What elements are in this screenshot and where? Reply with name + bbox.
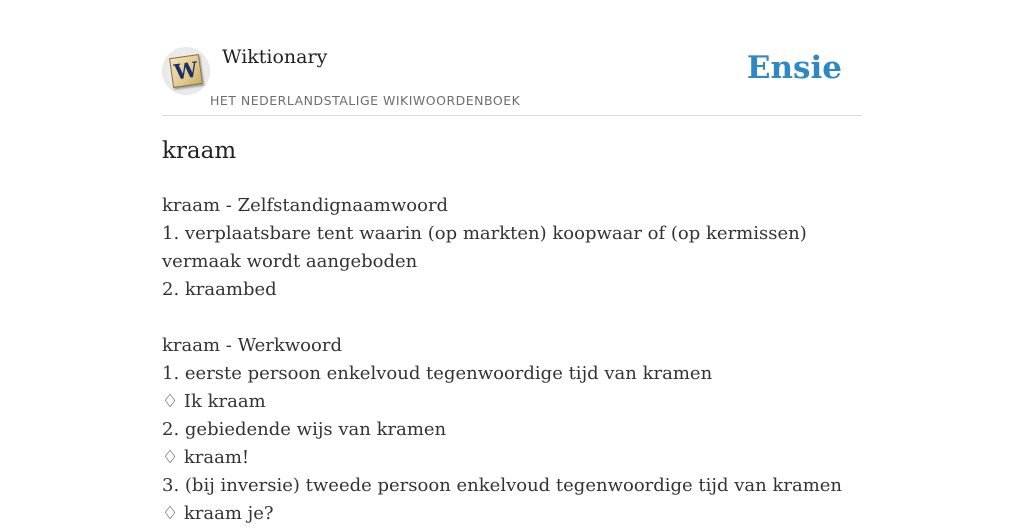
section-spacer [162,304,862,332]
noun-definition-2: 2. kraambed [162,279,277,300]
entry-content [162,192,862,528]
verb-line-1: 1. eerste persoon enkelvoud tegenwoordige tijd van kramen [162,363,713,384]
page-title: kraam [162,138,237,164]
site-header [162,40,862,116]
verb-line-2: 2. gebiedende wijs van kramen [162,419,447,440]
logo-tile [169,54,203,88]
verb-example-2: ♢ kraam! [162,447,250,468]
verb-example-1: ♢ Ik kraam [162,391,266,412]
ensie-brand-link[interactable]: Ensie [746,50,842,86]
verb-example-3: ♢ kraam je? [162,503,274,524]
verb-line-3: 3. (bij inversie) tweede persoon enkelvoud tegenwoordige tijd van kramen [162,475,843,496]
logo-letter: W [172,56,200,85]
verb-heading: kraam - Werkwoord [162,335,342,356]
wiktionary-logo-icon[interactable] [162,47,210,95]
noun-definition-1: 1. verplaatsbare tent waarin (op markten) koopwaar of (op kermissen) vermaak wordt aangeboden [162,223,807,272]
noun-heading: kraam - Zelfstandignaamwoord [162,195,449,216]
site-tagline: HET NEDERLANDSTALIGE WIKIWOORDENBOEK [210,93,521,108]
site-name[interactable]: Wiktionary [222,46,328,68]
